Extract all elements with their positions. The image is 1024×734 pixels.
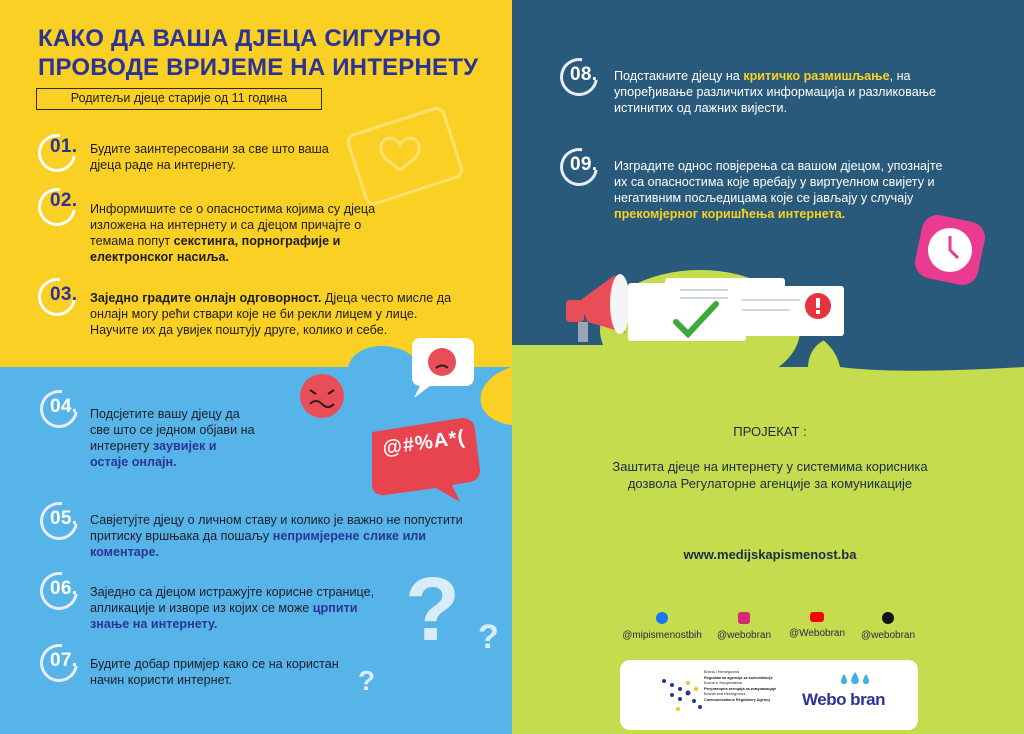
water-drops-icon (838, 672, 872, 688)
project-description: Заштита дјеце на интернету у системима корисника дозвола Регулаторне агенције за комуникације (612, 459, 928, 491)
project-label: ПРОЈЕКАТ : (733, 424, 807, 439)
project-url[interactable]: www.medijskapismenost.ba (683, 547, 857, 562)
svg-text:?: ? (358, 665, 376, 696)
facebook-icon (656, 612, 668, 624)
svg-text:?: ? (405, 560, 460, 660)
youtube-icon (810, 612, 824, 622)
audience-subtitle: Родитељи дјеце старије од 11 година (36, 88, 322, 110)
instagram-icon (738, 612, 750, 624)
social-youtube[interactable]: @Webobran (782, 612, 852, 639)
webobran-logo: Webo bran (802, 690, 886, 709)
svg-text:?: ? (478, 618, 499, 656)
tiktok-icon (882, 612, 894, 624)
page-title: КАКО ДА ВАША ДЈЕЦА СИГУРНО ПРОВОДЕ ВРИЈЕМЕ НА ИНТЕРНЕТУ (38, 25, 479, 81)
social-tiktok[interactable]: @webobran (852, 612, 924, 641)
swear-bubble-text: @#%A*( (381, 426, 467, 460)
infographic: ? ? ? КАКО ДА ВАША ДЈЕЦА СИГУРНО ПРОВОДЕ ВРИЈЕМЕ НА ИНТЕРНЕТУ Родитељи дјеце старије од 11 година 01. Будите заинтересовани за све што ваша дјеца раде на интернету. 02. Информишите се о опасностима којима су дјеца изложена на интернету и са дјецом причајте о темама попут секстинга, порнографије и електронског насиља. 03. Заједно градите онлајн одговорност. Дјеца често мисле да онлајн могу рећи ствари које не би рекли лицем у лице. Научите их да увијек поштују друге, колико и себе. 04. Подсјетите вашу дјецу да све што се једном објави на интернету заувијек и остаје онлајн. 05. Савјетујте дјецу о личном ставу и колико је важно не попустити притиску вршњака да пошаљу непримјерене слике или коментаре. 06. Заједно са дјецом истражујте корисне странице, апликације и изворе из којих се може црпити знање на интернету. 07. Будите добар примјер како се на користан начин користи интернет. 08. Подстакните дјецу на критичко размишљање, на упоређивање различитих информација и разликовање истинитих од лажних вијести. 09. Изградите однос повјерења са вашом дјецом, упознајте их са опасностима које вребају у виртуелном свијету и негативним посљедицама које се јављају у случају прекомјерног коришћења интернета. @#%A*( ПРОЈЕКАТ : Заштита дјеце на интернету у системима корисника дозвола Регулаторне агенције за комуникације www.medijskapismenost.ba @mipismenostbih @webobran @Webobran @webobran Bosna i Hercegovina Regulatorna agencija za komunikacije Босна и Херцеговина Регулаторна агенција за комуникације Bosnia and Herzegovina Communications Regulatory Agency Webo bran (0, 0, 1024, 734)
partner-logos: Bosna i Hercegovina Regulatorna agencija za komunikacije Босна и Херцеговина Регулаторна агенција за комуникације Bosnia and Herzegovina Communications Regulatory Agency Webo bran (620, 660, 918, 730)
social-facebook[interactable]: @mipismenostbih (622, 612, 702, 641)
social-instagram[interactable]: @webobran (708, 612, 780, 641)
